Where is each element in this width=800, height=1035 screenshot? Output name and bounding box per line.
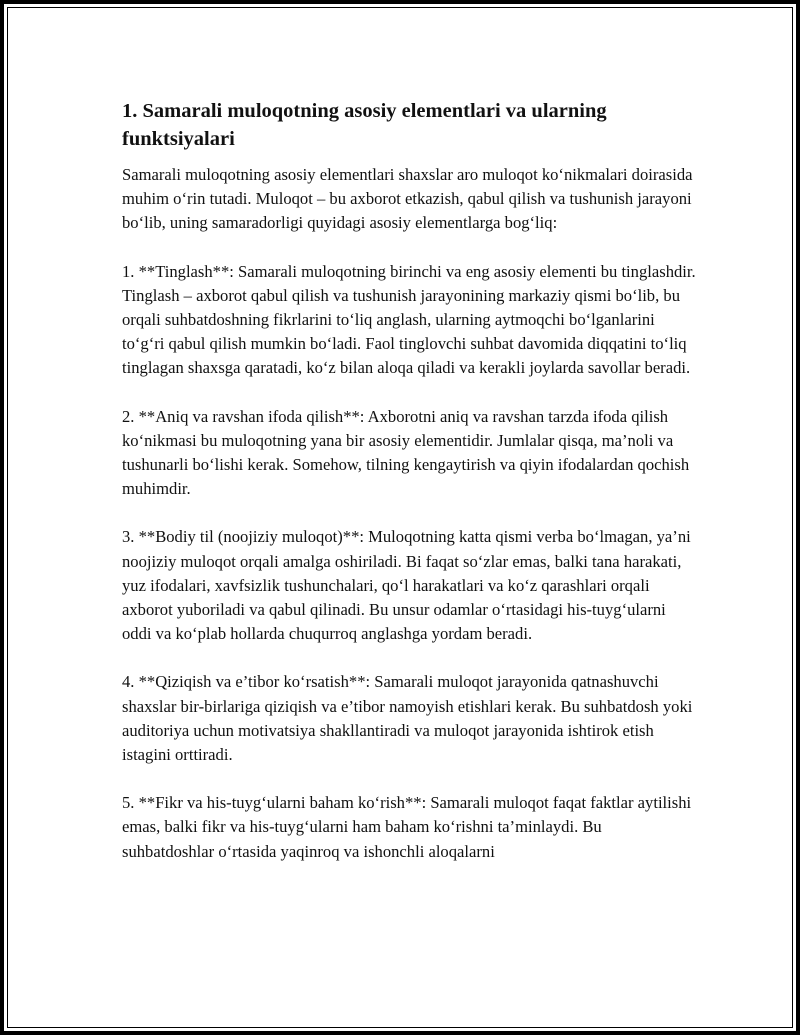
list-item-aniq-ifoda: 2. **Aniq va ravshan ifoda qilish**: Axborotni aniq va ravshan tarzda ifoda qilish ko‘nikmasi bu muloqotning yana bir asosiy elementidir. Jumlalar qisqa, ma’noli va tushunarli bo‘lishi kerak. Somehow, tilning kengaytirish va qiyin ifodalardan qochish muhimdir.: [122, 406, 690, 499]
document-body: [122, 97, 697, 888]
list-item-fikr: 5. **Fikr va his-tuyg‘ularni baham ko‘rish**: Samarali muloqot faqat faktlar aytilishi emas, balki fikr va his-tuyg‘ularni ham baham ko‘rishni ta’minlaydi. Bu suhbatdoshlar o‘rtasida yaqinroq va ishonchli aloqalarni: [122, 793, 692, 861]
list-item-tinglash: 1. **Tinglash**: Samarali muloqotning birinchi va eng asosiy elementi bu tinglashdir. Tinglash – axborot qabul qilish va tushunish jarayonining markaziy qismi bo‘lib, bu orqali suhbatdoshning fikrlarini to‘liq anglash, ularning aytmoqchi bo‘lganlarini to‘g‘ri qabul qilish mumkin bo‘ladi. Faol tinglovchi suhbat davomida diqqatini to‘liq tinglagan shaxsga qaratadi, ko‘z bilan aloqa qiladi va kerakli joylarda savollar beradi.: [122, 261, 696, 378]
section-heading: 1. Samarali muloqotning asosiy elementlari va ularning funktsiyalari: [122, 100, 607, 150]
list-item-qiziqish: 4. **Qiziqish va e’tibor ko‘rsatish**: Samarali muloqot jarayonida qatnashuvchi shaxslar bir-birlariga qiziqish va e’tibor namoyish etishlari kerak. Bu suhbatdosh yoki auditoriya uchun motivatsiya shakllantiradi va muloqot jarayonida ishtirok etish istagini orttiradi.: [122, 672, 693, 765]
intro-paragraph: Samarali muloqotning asosiy elementlari shaxslar aro muloqot ko‘nikmalari doirasida muhim o‘rin tutadi. Muloqot – bu axborot etkazish, qabul qilish va tushunish jarayoni bo‘lib, uning samaradorligi quyidagi asosiy elementlarga bog‘liq:: [122, 165, 693, 233]
list-item-bodiy-til: 3. **Bodiy til (noojiziy muloqot)**: Muloqotning katta qismi verba bo‘lmagan, ya’ni noojiziy muloqot orqali amalga oshiriladi. Bi faqat so‘zlar emas, balki tana harakati, yuz ifodalari, xavfsizlik tushunchalari, qo‘l harakatlari va ko‘z qarashlari orqali axborot yuboriladi va qabul qilinadi. Bu unsur odamlar o‘rtasidagi his-tuyg‘ularni oddi va ko‘plab hollarda chuqurroq anglashga yordam beradi.: [122, 527, 691, 644]
